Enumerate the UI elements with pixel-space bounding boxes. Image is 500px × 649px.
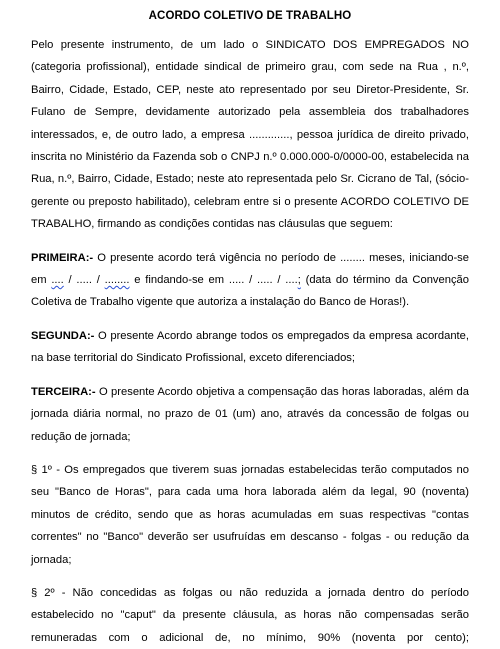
paragraph-1: § 1º - Os empregados que tiverem suas jornadas estabelecidas terão computados no seu "Banco de Horas", para cada uma hora laborada além da legal, 90 (noventa) minutos de crédito, sendo que as horas acumuladas em suas respectivas "contas correntes" no "Banco" deverão ser usufruídas em descanso - folgas - ou redução da jornada; xyxy=(31,463,469,566)
clause-terceira-label: TERCEIRA:- xyxy=(31,385,96,398)
spacer xyxy=(31,236,469,247)
clause-primeira-text-b: / ..... / xyxy=(63,274,105,287)
clause-terceira-text: O presente Acordo objetiva a compensação das horas laboradas, além da jornada diária normal, no prazo de 01 (um) ano, através da concessão de folgas ou redução de jornada; xyxy=(31,385,469,443)
clause-primeira xyxy=(31,247,469,314)
intro-paragraph: Pelo presente instrumento, de um lado o SINDICATO DOS EMPREGADOS NO (categoria profissional), entidade sindical de primeiro grau, com sede na Rua , n.º, Bairro, Cidade, Estado, CEP, neste ato representado por seu Diretor-Presidente, Sr. Fulano de Sempre, devidamente autorizado pela assembleia dos trabalhadores interessados, e, de outro lado, a empresa ............., pessoa jurídica de direito privado, inscrita no Ministério da Fazenda sob o CNPJ n.º 0.000.000-0/0000-00, estabelecida na Rua, n.º, Bairro, Cidade, Estado; neste ato representada pelo Sr. Cicrano de Tal, (sócio-gerente ou preposto habilitado), celebram entre si o presente ACORDO COLETIVO DE TRABALHO, firmando as condições contidas nas cláusulas que seguem: xyxy=(31,39,469,231)
spacer xyxy=(31,314,469,325)
clause-primeira-text-a: O presente acordo terá vigência no período de ........ meses, iniciando-se em xyxy=(31,251,469,287)
clause-segunda xyxy=(31,325,469,370)
clause-primeira-text-c: e findando-se em ..... / ..... / .... xyxy=(129,274,298,287)
clause-terceira xyxy=(31,381,469,448)
spell-flag-blank-2: ........ xyxy=(104,274,130,287)
clause-primeira-text-d: (data do término da Convenção Coletiva de Trabalho vigente que autoriza a instalação do Banco de Horas!). xyxy=(31,274,469,309)
spell-flag-blank-1: .... xyxy=(51,274,64,287)
clause-segunda-text: O presente Acordo abrange todos os empregados da empresa acordante, na base territorial do Sindicato Profissional, exceto diferenciados; xyxy=(31,329,469,365)
clause-segunda-label: SEGUNDA:- xyxy=(31,329,95,342)
spacer xyxy=(31,448,469,459)
document-title: ACORDO COLETIVO DE TRABALHO xyxy=(148,10,352,22)
spacer xyxy=(31,571,469,582)
spacer xyxy=(31,370,469,381)
spell-flag-blank-3: ; xyxy=(297,274,301,287)
paragraph-2: § 2º - Não concedidas as folgas ou não reduzida a jornada dentro do período estabelecido no "caput" da presente cláusula, as horas não compensadas serão remuneradas com o adicional de, no mínimo, 90% (noventa por cento); xyxy=(31,586,469,644)
clause-primeira-label: PRIMEIRA:- xyxy=(31,251,94,264)
